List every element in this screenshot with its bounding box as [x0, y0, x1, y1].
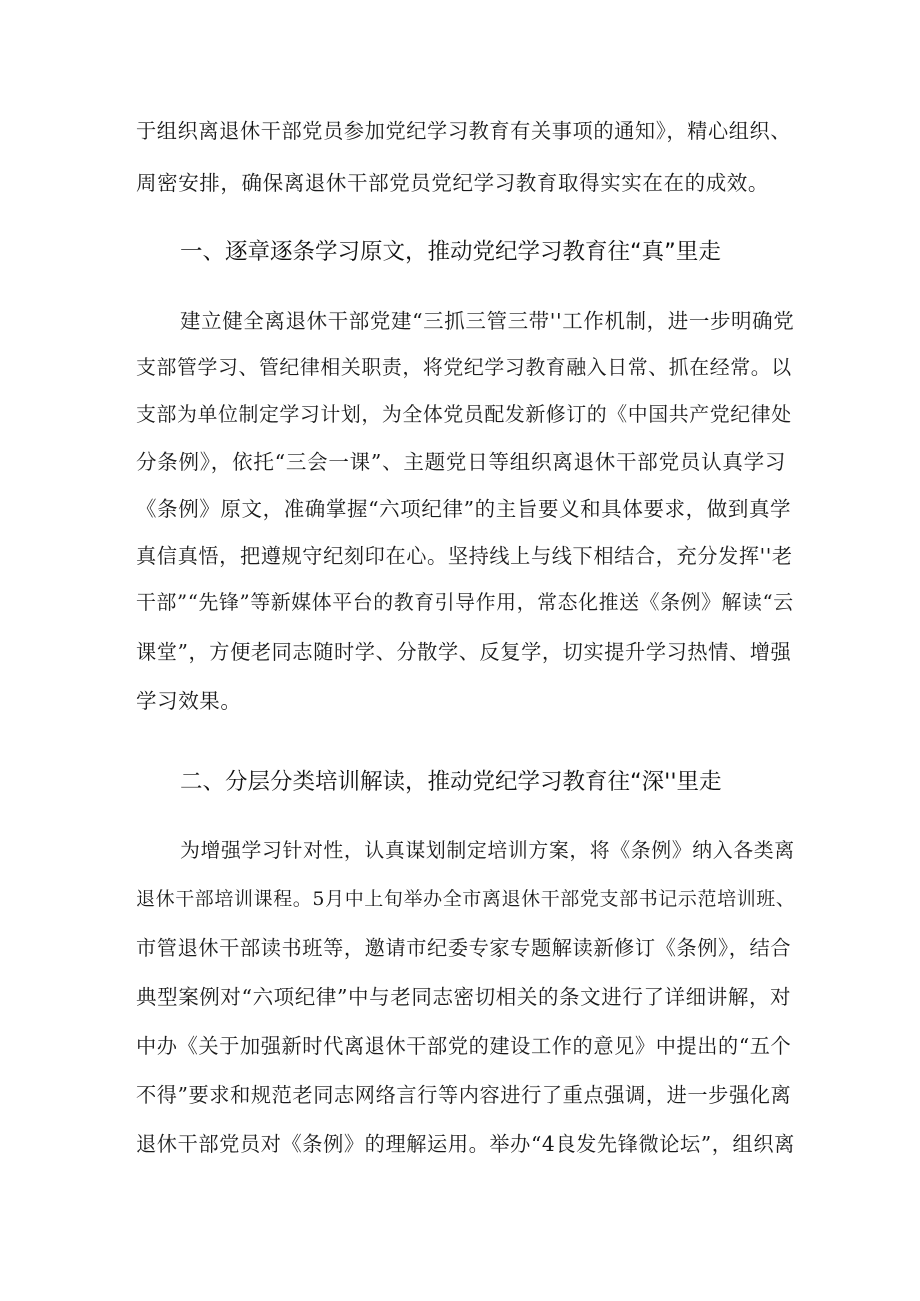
section-1-line-5: 《条例》原文，准确掌握“六项纪律”的主旨要义和具体要求，做到真学: [136, 497, 792, 521]
section-2-line-4: 典型案例对“六项纪律”中与老同志密切相关的条文进行了详细讲解，对: [136, 985, 792, 1009]
section-2-line-1: 为增强学习针对性，认真谋划制定培训方案，将《条例》纳入各类离: [180, 839, 795, 862]
section-1-line-8: 课堂”，方便老同志随时学、分散学、反复学，切实提升学习热情、增强: [136, 640, 792, 664]
intro-line-2: 周密安排，确保离退休干部党员党纪学习教育取得实实在在的成效。: [136, 171, 769, 195]
section-1-line-1: 建立健全离退休干部党建“三抓三管三带''工作机制，进一步明确党: [180, 309, 795, 333]
section-1-line-3: 支部为单位制定学习计划，为全体党员配发新修订的《中国共产党纪律处: [136, 403, 792, 426]
section-1-line-6: 真信真悟，把遵规守纪刻印在心。坚持线上与线下相结合，充分发挥''老: [136, 544, 793, 568]
section-2-line-2: 退休干部培训课程。5月中上旬举办全市离退休干部党支部书记示范培训班、: [136, 888, 796, 910]
section-2-line-7: 退休干部党员对《条例》的理解运用。举办“4良发先锋微论坛”，组织离: [136, 1132, 795, 1156]
section-2-heading: 二、分层分类培训解读，推动党纪学习教育往“深''里走: [180, 769, 722, 795]
section-1-line-7: 干部”“先锋”等新媒体平台的教育引导作用，常态化推送《条例》解读“云: [136, 591, 794, 614]
intro-line-1: 于组织离退休干部党员参加党纪学习教育有关事项的通知》，精心组织、: [136, 119, 792, 143]
section-1-heading: 一、逐章逐条学习原文，推动党纪学习教育往“真”里走: [180, 239, 721, 265]
section-1-line-4: 分条例》，依托“三会一课”、主题党日等组织离退休干部党员认真学习: [136, 450, 786, 474]
section-2-line-6: 不得”要求和规范老同志网络言行等内容进行了重点强调，进一步强化离: [136, 1083, 792, 1107]
section-1-line-2: 支部管学习、管纪律相关职责，将党纪学习教育融入日常、抓在经常。以: [136, 356, 792, 379]
section-1-line-9: 学习效果。: [136, 689, 242, 713]
section-2-line-3: 市管退休干部读书班等，邀请市纪委专家专题解读新修订《条例》，结合: [136, 936, 792, 960]
section-2-line-5: 中办《关于加强新时代离退休干部党的建设工作的意见》中提出的“五个: [136, 1034, 792, 1058]
